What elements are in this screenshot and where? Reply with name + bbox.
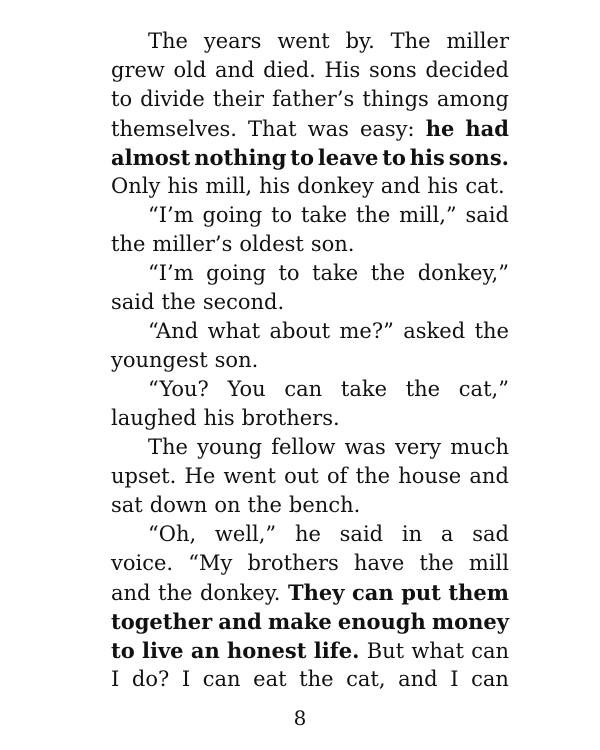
word: cat,	[346, 667, 386, 691]
word: fellow	[271, 435, 336, 459]
word: He	[184, 464, 216, 488]
text-line	[111, 433, 509, 462]
word: You	[227, 377, 266, 401]
word: father’s	[272, 87, 355, 111]
bold-word: his	[409, 145, 445, 170]
word: died.	[263, 58, 316, 82]
word: me?”	[339, 319, 394, 343]
text-line	[111, 636, 509, 665]
word: was	[307, 117, 349, 141]
word: The	[390, 29, 431, 53]
word: the	[370, 261, 406, 285]
text-line	[111, 56, 509, 85]
word: take	[312, 261, 359, 285]
word: the	[355, 203, 391, 227]
word: going	[202, 203, 263, 227]
word: I	[111, 667, 120, 691]
text-line	[111, 230, 509, 259]
word: among	[436, 87, 509, 111]
word: That	[248, 117, 297, 141]
page-number: 8	[293, 706, 307, 730]
bold-word: nothing	[194, 145, 287, 170]
word: donkey	[297, 174, 374, 198]
word: to	[271, 203, 293, 227]
text-line	[111, 288, 509, 317]
word: can	[284, 377, 323, 401]
word: said	[111, 290, 155, 314]
story-text	[111, 27, 509, 694]
text-line	[111, 85, 509, 114]
text-line	[111, 520, 509, 549]
word: do?	[131, 667, 170, 691]
bold-word: had	[465, 116, 509, 141]
word: cat,”	[458, 377, 509, 401]
word: son.	[214, 348, 259, 372]
word: sat	[111, 493, 143, 517]
word: themselves.	[111, 117, 237, 141]
word: the	[161, 290, 196, 314]
word: sad	[472, 522, 509, 546]
bold-word: almost	[111, 145, 191, 170]
text-line	[111, 346, 509, 375]
word: said	[339, 522, 384, 546]
word: “Oh,	[148, 522, 197, 546]
bold-word: an	[190, 638, 220, 663]
text-line	[111, 114, 509, 143]
word: bench.	[288, 493, 361, 517]
word: the	[247, 493, 282, 517]
word: “You?	[148, 377, 209, 401]
text-line	[111, 375, 509, 404]
word: and	[214, 58, 255, 82]
word: eat	[253, 667, 287, 691]
word: young	[197, 435, 263, 459]
text-line	[111, 607, 509, 636]
word: years	[203, 29, 262, 53]
word: much	[450, 435, 509, 459]
word: the	[299, 667, 334, 691]
text-line	[111, 201, 509, 230]
text-line	[111, 143, 509, 172]
text-line	[111, 491, 509, 520]
word: was	[344, 435, 386, 459]
word: The	[148, 29, 188, 53]
word: oldest	[239, 232, 304, 256]
word: well,”	[214, 522, 277, 546]
word: he	[294, 522, 321, 546]
word: I	[181, 667, 191, 691]
text-line	[111, 549, 509, 578]
word: his	[259, 174, 291, 198]
bold-word: enough	[337, 609, 426, 634]
word: brothers.	[241, 406, 340, 430]
word: and	[398, 667, 438, 691]
word: easy:	[359, 117, 415, 141]
word: miller	[446, 29, 509, 53]
text-line	[111, 665, 509, 694]
word: the	[158, 581, 193, 605]
word: went	[277, 29, 330, 53]
word: have	[353, 551, 405, 575]
word: mill,”	[399, 203, 457, 227]
bold-word: he	[425, 116, 455, 141]
word: His	[324, 58, 361, 82]
word: and	[111, 581, 151, 605]
word: what	[207, 319, 261, 343]
word: to	[111, 87, 133, 111]
word: the	[474, 319, 509, 343]
word: down	[149, 493, 208, 517]
word: take	[300, 203, 348, 227]
word: miller’s	[152, 232, 233, 256]
bold-word: to	[382, 145, 406, 170]
text-line	[111, 172, 509, 201]
word: decided	[425, 58, 509, 82]
text-line	[111, 578, 509, 607]
word: went	[223, 464, 276, 488]
word: a	[440, 522, 454, 546]
word: Only	[111, 174, 161, 198]
word: donkey.	[199, 581, 281, 605]
word: about	[269, 319, 331, 343]
word: I	[450, 667, 459, 691]
text-line	[111, 462, 509, 491]
bold-word: live	[142, 638, 184, 663]
text-line	[111, 317, 509, 346]
word: the	[405, 377, 441, 401]
bold-word: honest	[227, 638, 307, 663]
word: sons	[368, 58, 417, 82]
word: donkey,”	[417, 261, 509, 285]
word: can	[471, 667, 509, 691]
word: and	[380, 174, 421, 198]
word: But	[366, 639, 405, 663]
word: things	[362, 87, 429, 111]
bold-word: leave	[317, 145, 379, 170]
word: his	[427, 174, 459, 198]
bold-word: life.	[313, 638, 360, 663]
word: said	[465, 203, 509, 227]
bold-word: to	[290, 145, 314, 170]
word: house	[398, 464, 462, 488]
bold-word: They	[288, 580, 345, 605]
word: mill,	[205, 174, 253, 198]
word: can	[471, 639, 509, 663]
word: asked	[403, 319, 466, 343]
word: voice.	[111, 551, 174, 575]
bold-word: make	[268, 609, 332, 634]
word: can	[202, 667, 241, 691]
word: what	[411, 639, 464, 663]
word: out	[284, 464, 319, 488]
word: in	[401, 522, 423, 546]
word: The	[148, 435, 188, 459]
word: cat.	[465, 174, 505, 198]
word: of	[326, 464, 348, 488]
word: his	[167, 174, 199, 198]
word: second.	[202, 290, 285, 314]
bold-word: to	[111, 638, 135, 663]
word: very	[394, 435, 442, 459]
bold-word: and	[218, 609, 262, 634]
word: “And	[148, 319, 199, 343]
word: laughed	[111, 406, 197, 430]
word: son.	[310, 232, 355, 256]
bold-word: them	[448, 580, 509, 605]
word: divide	[140, 87, 205, 111]
word: youngest	[111, 348, 208, 372]
word: their	[212, 87, 265, 111]
text-line	[111, 27, 509, 56]
word: upset.	[111, 464, 177, 488]
text-line	[111, 404, 509, 433]
word: the	[355, 464, 391, 488]
word: grew	[111, 58, 165, 82]
bold-word: together	[111, 609, 213, 634]
word: by.	[345, 29, 375, 53]
text-line	[111, 259, 509, 288]
word: the	[419, 551, 454, 575]
bold-word: sons.	[448, 145, 509, 170]
word: old	[173, 58, 207, 82]
word: “My	[188, 551, 233, 575]
word: mill	[468, 551, 509, 575]
word: going	[206, 261, 266, 285]
word: and	[469, 464, 509, 488]
word: brothers	[247, 551, 339, 575]
bold-word: money	[431, 609, 509, 634]
word: his	[203, 406, 235, 430]
word: on	[214, 493, 241, 517]
bold-word: put	[401, 580, 441, 605]
word: the	[111, 232, 146, 256]
bold-word: can	[352, 580, 394, 605]
word: to	[278, 261, 300, 285]
word: “I’m	[148, 261, 194, 285]
word: “I’m	[148, 203, 194, 227]
word: take	[340, 377, 388, 401]
